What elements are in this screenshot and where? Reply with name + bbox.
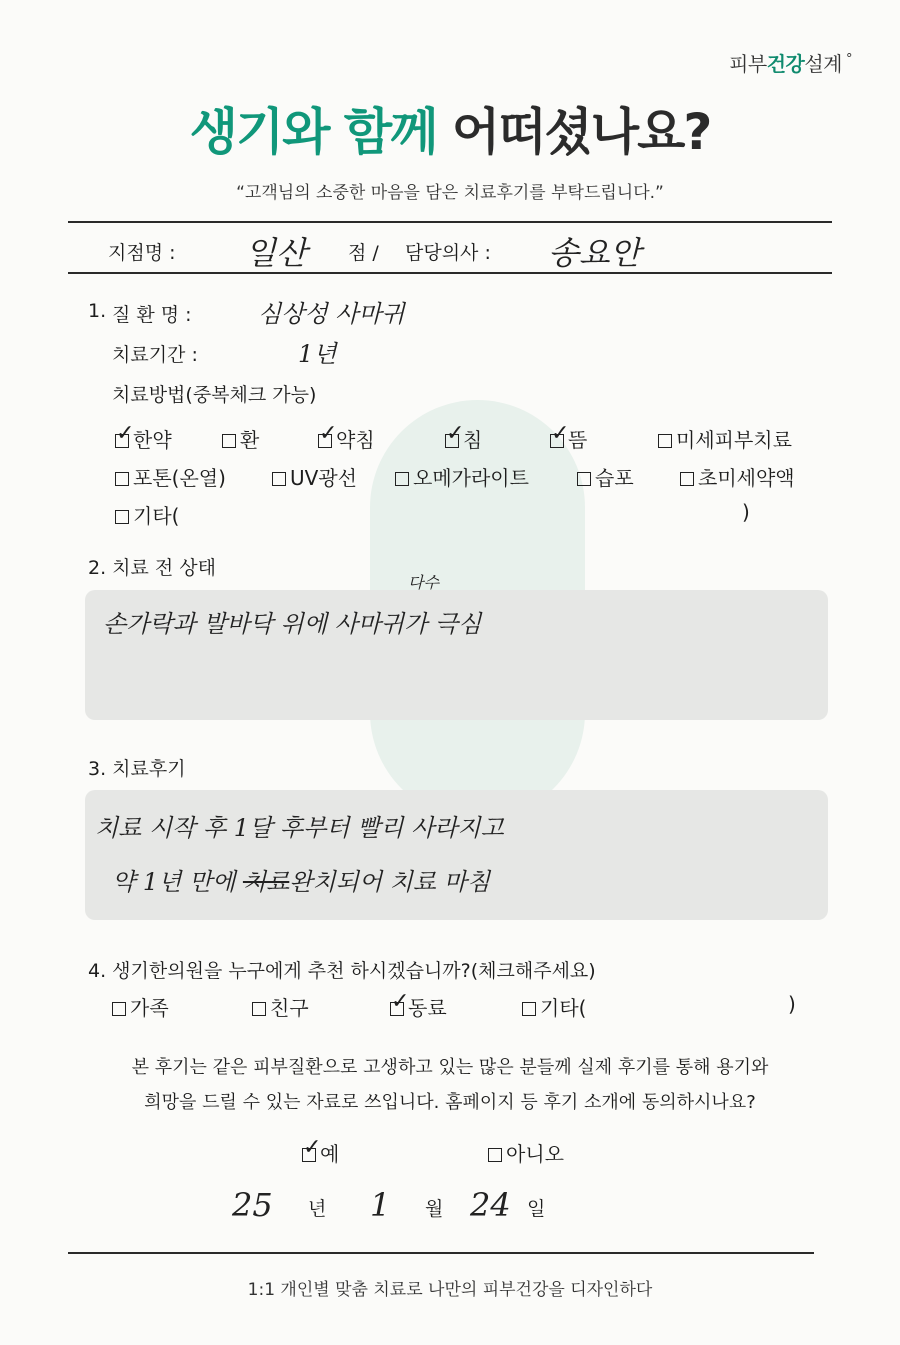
- method-option[interactable]: ✓ 뜸: [551, 421, 588, 452]
- recommend-option-other[interactable]: 기타(: [522, 992, 586, 1021]
- doctor-label: 담당의사 :: [405, 242, 491, 264]
- method-option[interactable]: 환: [222, 424, 259, 453]
- date-month-value[interactable]: 1: [370, 1186, 391, 1224]
- divider-bottom: [68, 272, 832, 274]
- checkbox[interactable]: [222, 434, 236, 448]
- recommend-option[interactable]: 친구: [252, 992, 309, 1021]
- title-green: 생기와 함께: [189, 103, 437, 161]
- page-subtitle: “고객님의 소중한 마음을 담은 치료후기를 부탁드립니다.”: [236, 183, 664, 203]
- method-option-other[interactable]: 기타(: [115, 500, 179, 529]
- consent-line1: 본 후기는 같은 피부질환으로 고생하고 있는 많은 분들께 실제 후기를 통해 용기와: [131, 1057, 769, 1078]
- checkbox[interactable]: [658, 434, 672, 448]
- footer-slogan: 1:1 개인별 맞춤 치료로 나만의 피부건강을 디자인하다: [247, 1280, 653, 1300]
- check-mark-icon: ✓: [446, 421, 465, 446]
- recommend-option[interactable]: 가족: [112, 992, 169, 1021]
- check-mark-icon: ✓: [303, 1135, 322, 1160]
- branch-value[interactable]: 일산: [245, 234, 307, 272]
- check-mark-icon: ✓: [319, 421, 338, 446]
- check-mark-icon: ✓: [116, 421, 135, 446]
- checkbox[interactable]: [488, 1148, 502, 1162]
- q3-heading: 3. 치료후기: [88, 758, 186, 780]
- checkbox[interactable]: [445, 421, 465, 448]
- checkbox[interactable]: [522, 1002, 536, 1016]
- date-month-unit: 월: [425, 1198, 444, 1220]
- q2-insert-note: 다수: [408, 573, 439, 592]
- method-label: 치료방법(중복체크 가능): [112, 384, 317, 406]
- consent-yes[interactable]: ✓ 예: [303, 1135, 340, 1166]
- q4-heading: 4. 생기한의원을 누구에게 추천 하시겠습니까?(체크해주세요): [88, 960, 596, 982]
- q3-struck-word: 치료: [242, 868, 290, 896]
- checkbox[interactable]: [577, 472, 591, 486]
- check-mark-icon: ✓: [551, 421, 570, 446]
- checkbox[interactable]: [318, 421, 338, 448]
- q2-heading: 2. 치료 전 상태: [88, 557, 217, 579]
- brand-logo: 피부건강설계 °: [729, 52, 852, 76]
- method-option[interactable]: 초미세약액: [680, 462, 795, 491]
- checkbox[interactable]: [252, 1002, 266, 1016]
- consent-no[interactable]: 아니오: [488, 1138, 564, 1167]
- checkbox[interactable]: [115, 472, 129, 486]
- checkbox[interactable]: [115, 510, 129, 524]
- checkbox[interactable]: [390, 989, 410, 1016]
- method-option[interactable]: 미세피부치료: [658, 424, 792, 453]
- branch-label: 지점명 :: [108, 242, 176, 264]
- disease-value[interactable]: 심상성 사마귀: [258, 300, 405, 328]
- doctor-value[interactable]: 송요안: [548, 234, 641, 272]
- checkbox[interactable]: [550, 421, 570, 448]
- checkbox[interactable]: [395, 472, 409, 486]
- method-option[interactable]: 오메가라이트: [395, 462, 529, 491]
- q2-answer-text: 손가락과 발바닥 위에 사마귀가 극심: [103, 610, 482, 638]
- method-option[interactable]: ✓ 한약: [116, 421, 172, 452]
- disease-label: 질 환 명 :: [112, 304, 192, 326]
- period-label: 치료기간 :: [112, 344, 198, 366]
- recommend-option[interactable]: ✓ 동료: [391, 989, 447, 1020]
- checkbox[interactable]: [115, 421, 135, 448]
- method-option[interactable]: ✓ 침: [446, 421, 483, 452]
- date-day-unit: 일: [527, 1198, 546, 1220]
- check-mark-icon: ✓: [391, 989, 410, 1014]
- period-value[interactable]: 1년: [298, 340, 337, 368]
- consent-line2: 희망을 드릴 수 있는 자료로 쓰입니다. 홈페이지 등 후기 소개에 동의하시나요?: [144, 1092, 756, 1113]
- checkbox[interactable]: [302, 1135, 322, 1162]
- method-option[interactable]: UV광선: [272, 462, 357, 491]
- method-option[interactable]: ✓ 약침: [319, 421, 375, 452]
- checkbox[interactable]: [680, 472, 694, 486]
- divider-top: [68, 221, 832, 223]
- date-year-value[interactable]: 25: [232, 1186, 273, 1224]
- date-day-value[interactable]: 24: [470, 1186, 511, 1224]
- checkbox[interactable]: [272, 472, 286, 486]
- q3-answer-line2: 약 1년 만에 치료완치되어 치료 마침: [112, 868, 491, 896]
- footer-divider: [68, 1252, 814, 1254]
- method-option[interactable]: 습포: [577, 462, 634, 491]
- page-title: [0, 92, 900, 164]
- title-dark: 어떠셨나요?: [451, 103, 711, 161]
- checkbox[interactable]: [112, 1002, 126, 1016]
- other-close-paren: ): [788, 992, 796, 1016]
- other-close-paren: ): [742, 500, 750, 524]
- branch-suffix: 점 /: [348, 242, 379, 264]
- q3-answer-line1: 치료 시작 후 1달 후부터 빨리 사라지고: [95, 814, 504, 842]
- date-year-unit: 년: [308, 1198, 327, 1220]
- method-option[interactable]: 포톤(온열): [115, 462, 226, 491]
- q1-number: 1.: [88, 300, 107, 322]
